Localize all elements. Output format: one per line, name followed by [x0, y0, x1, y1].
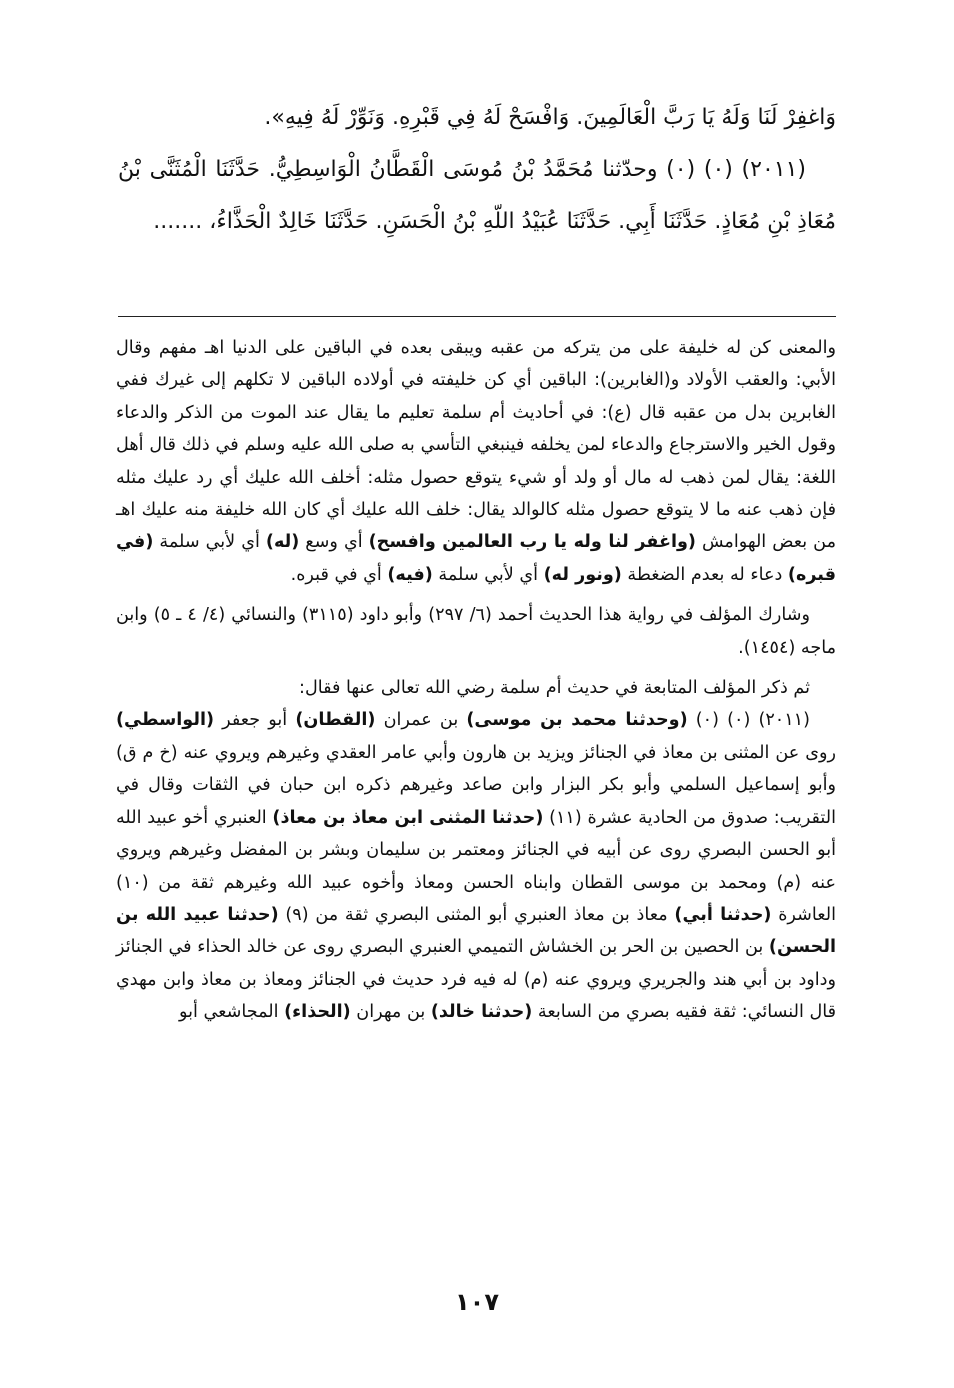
text-run: والمعنى كن له خليفة على من يتركه من عقبه ويبقى بعده في الباقين على الدنيا اهـ مفهم وقال الأبي: والعقب الأولاد و(الغابرين): الباقين أي كن خليفته في أولاده الباقين لا تكلهم إلى غيرك ففي الغابرين بدل من عقبه قال (ع): في أحاديث أم سلمة تعليم ما يقال عند الموت من الذكر والدعاء وقول الخير والاسترجاع والدعاء لمن يخلفه فينبغي التأسي به صلى الله عليه وسلم في ذلك قال أهل اللغة: يقال لمن ذهب له مال أو ولد أو شيء يتوقع حصول مثله: أخلف الله عليك أي رد عليك مثله فإن ذهب عنه ما لا يتوقع حصول مثله كالوالد يقال: خلف الله عليك أي كان الله خليفة منه عليك اهـ من بعض الهوامش	[116, 338, 836, 553]
text-run: دعاء له بعدم الضغطة	[621, 564, 788, 585]
bold-quote: (حدثنا أبي)	[674, 904, 772, 925]
commentary-paragraph-3: ثم ذكر المؤلف المتابعة في حديث أم سلمة رضي الله تعالى عنها فقال:	[299, 678, 810, 699]
bold-quote: (ونور له)	[543, 564, 622, 585]
commentary	[116, 332, 836, 1029]
bold-quote: (الحذاء)	[284, 1002, 351, 1023]
text-run: معاذ بن معاذ العنبري أبو المثنى البصري ثقة من (٩)	[278, 904, 675, 925]
text-run: روى عن المثنى بن معاذ في الجنائز ويزيد بن هارون وأبي عامر العقدي وغيرهم ويروي عنه (خ م ق) وأبو إسماعيل السلمي وأبو بكر البزار وابن صاعد وغيرهم ذكره ابن حبان في الثقات وقال في التقريب: صدوق من الحادية عشرة (١١)	[116, 742, 836, 828]
commentary-paragraph-1	[116, 332, 836, 591]
hadith-line-2: (٢٠١١) (٠) (٠) وحدّثنا مُحَمَّدُ بْنُ مُوسَى الْقَطَّانُ الْوَاسِطِيُّ. حَدَّثَنَا الْمُثَنَّى بْنُ مُعَاذِ بْنِ مُعَاذٍ. حَدَّثَنَا أَبِي. حَدَّثَنَا عُبَيْدُ اللّهِ بْنُ الْحَسَنِ. حَدَّثَنَا خَالِدٌ الْحَذَّاءُ، .......	[118, 157, 836, 234]
text-run: بن الحصين بن الحر بن الخشاش التميمي العنبري البصري روى عن خالد الحذاء في الجنائز وداود بن أبي هند والجريري ويروي عنه (م) له فيه فرد حديث في الجنائز ومعاذ بن معاذ وابن مهدي قال النسائي: ثقة فقيه بصري من السابعة	[116, 937, 836, 1023]
text-run: أي لأبي سلمة	[153, 532, 266, 553]
text-run: (٢٠١١) (٠) (٠)	[687, 710, 811, 731]
footnote-divider	[118, 316, 836, 317]
commentary-paragraph-4	[116, 704, 836, 1028]
bold-quote: (حدثنا خالد)	[430, 1002, 533, 1023]
bold-quote: (القطان)	[295, 710, 376, 731]
text-run: بن مهران	[350, 1002, 431, 1023]
text-run: بن عمران	[375, 710, 467, 731]
text-run: العنبري أخو عبيد الله أبو الحسن البصري روى عن أبيه في الجنائز ومعتمر بن سليمان وبشر بن المفضل وغيرهم ويروي عنه (م) ومحمد بن موسى القطان وابناه الحسن ومعاذ وأخوه عبيد الله وغيرهم ثقة من (١٠) العاشرة	[116, 807, 836, 925]
text-run: أي لأبي سلمة	[432, 564, 544, 585]
text-run: أي وسع	[299, 532, 369, 553]
bold-quote: (له)	[265, 532, 300, 553]
bold-quote: (وحدثنا محمد بن موسى)	[466, 710, 688, 731]
hadith-text	[118, 92, 836, 248]
text-run: أبو جعفر	[214, 710, 296, 731]
bold-quote: (حدثنا المثنى ابن معاذ بن معاذ)	[272, 807, 544, 828]
bold-quote: (الواسطي)	[116, 710, 215, 731]
hadith-line-1: وَاغفِرْ لَنَا وَلَهُ يَا رَبَّ الْعَالَمِينَ. وَافْسَحْ لَهُ فِي قَبْرِهِ. وَنَوِّرْ لَهُ فِيهِ».	[264, 105, 836, 130]
text-run: أي في قبره.	[290, 564, 388, 585]
bold-quote: (حدثنا عبيد الله بن الحسن)	[116, 904, 836, 958]
bold-quote: (في قبره)	[116, 532, 836, 585]
bold-quote: (فيه)	[387, 564, 433, 585]
text-run: المجاشعي أبو	[179, 1002, 285, 1023]
page-number: ١٠٧	[455, 1288, 499, 1316]
bold-quote: (واغفر لنا وله يا رب العالمين وافسح)	[368, 532, 696, 553]
commentary-paragraph-2: وشارك المؤلف في رواية هذا الحديث أحمد (٦/ ٢٩٧) وأبو داود (٣١١٥) والنسائي (٤/ ٤ ـ ٥) وابن ماجه (١٤٥٤).	[116, 605, 836, 658]
